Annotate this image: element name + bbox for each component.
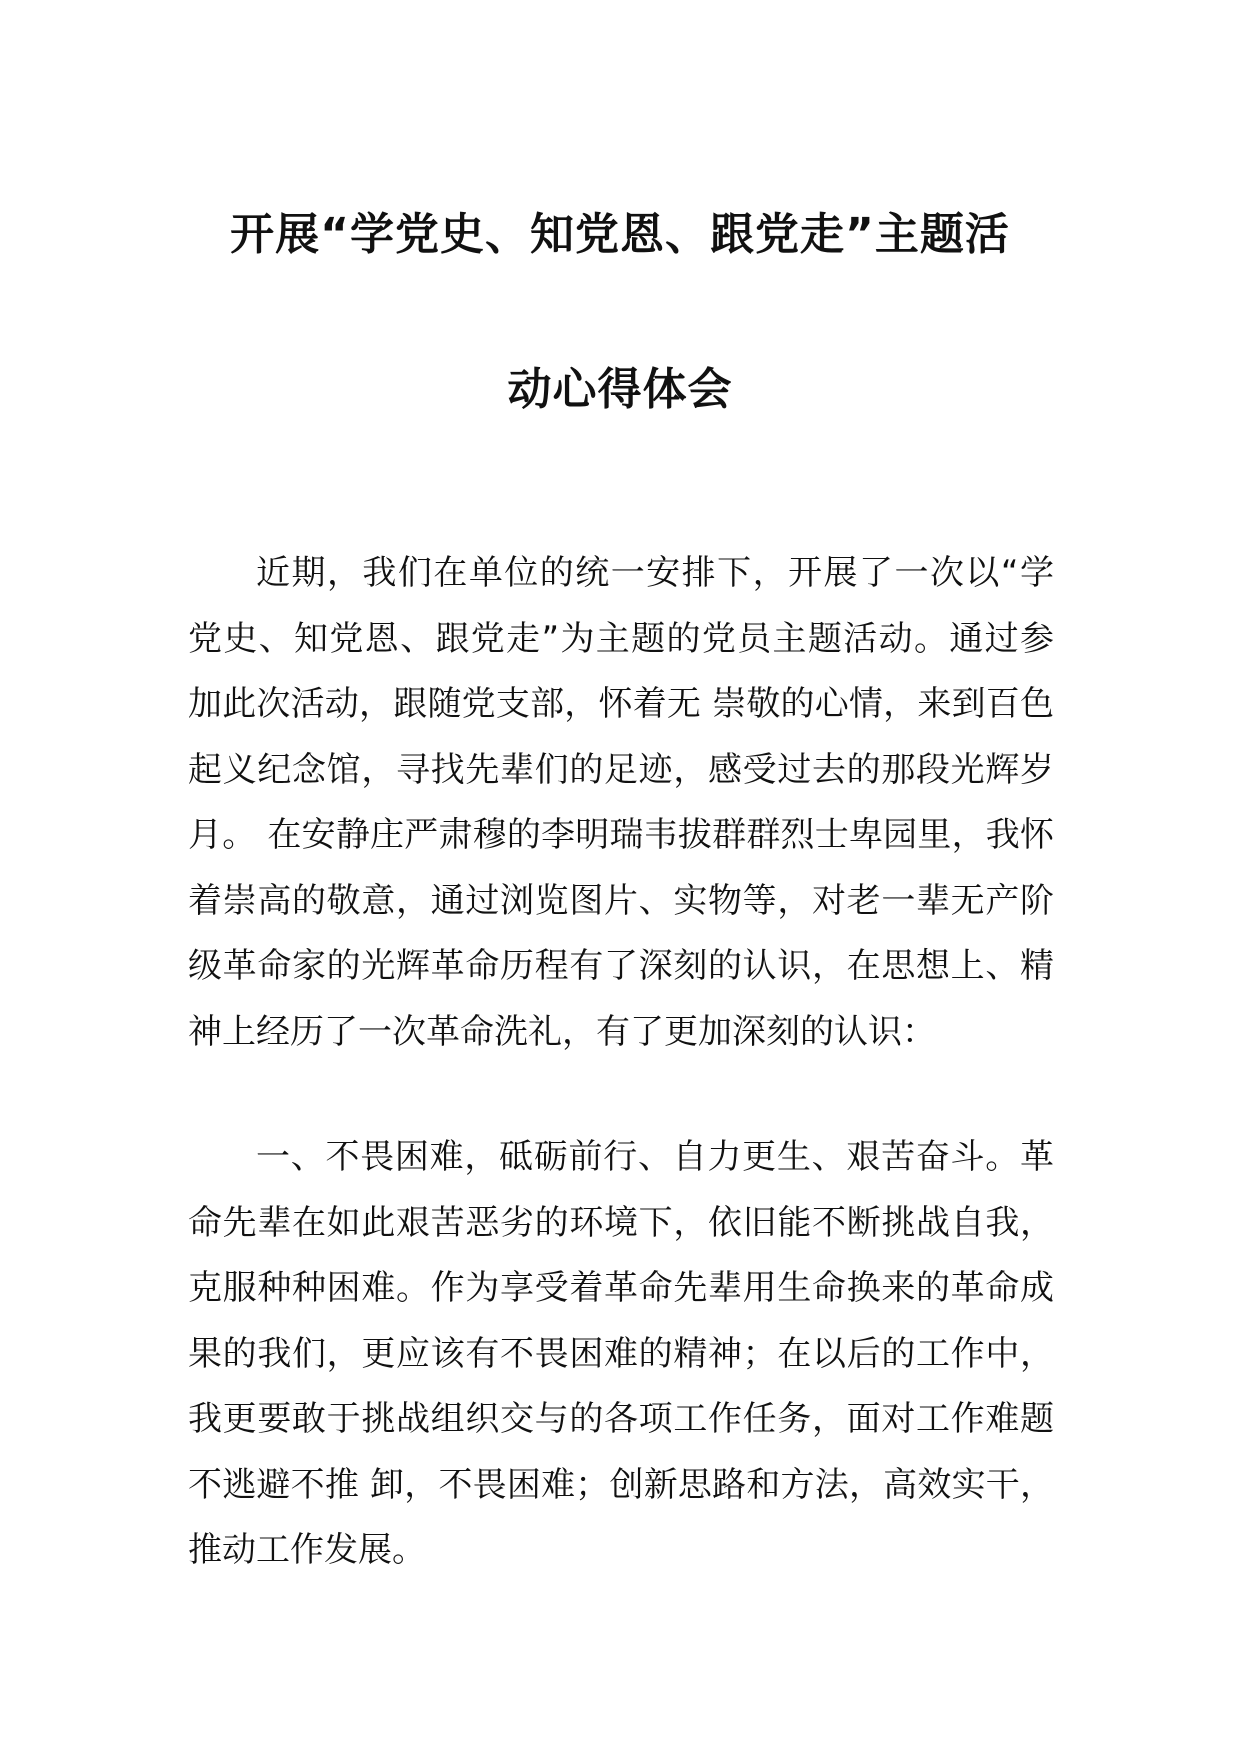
document-title-line-2: 动心得体会 (507, 364, 733, 415)
body-paragraph-intro: 近期，我们在单位的统一安排下，开展了一次以“学党史、知党恩、跟党走”为主题的党员主题活动。通过参加此次活动，跟随党支部，怀着无 崇敬的心情，来到百色起义纪念馆，寻找先辈们的足迹，感受过去的那段光辉岁月。 在安静庄严肃穆的李明瑞韦拔群群烈士卑园里，我怀着崇高的敬意，通过浏览图片、实物等，对老一辈无产阶级革命家的光辉革命历程有了深刻的认识，在思想上、精神上经历了一次革命洗礼，有了更加深刻的认识： (188, 553, 1054, 1052)
body-paragraph-point-one: 一、不畏困难，砥砺前行、自力更生、艰苦奋斗。革命先辈在如此艰苦恶劣的环境下，依旧能不断挑战自我，克服种种困难。作为享受着革命先辈用生命换来的革命成果的我们，更应该有不畏困难的精神；在以后的工作中，我更要敢于挑战组织交与的各项工作任务，面对工作难题不逃避不推 卸，不畏困难；创新思路和方法，高效实干，推动工作发展。 (188, 1137, 1054, 1570)
document-title-line-1: 开展“学党史、知党恩、跟党走”主题活 (230, 209, 1010, 260)
